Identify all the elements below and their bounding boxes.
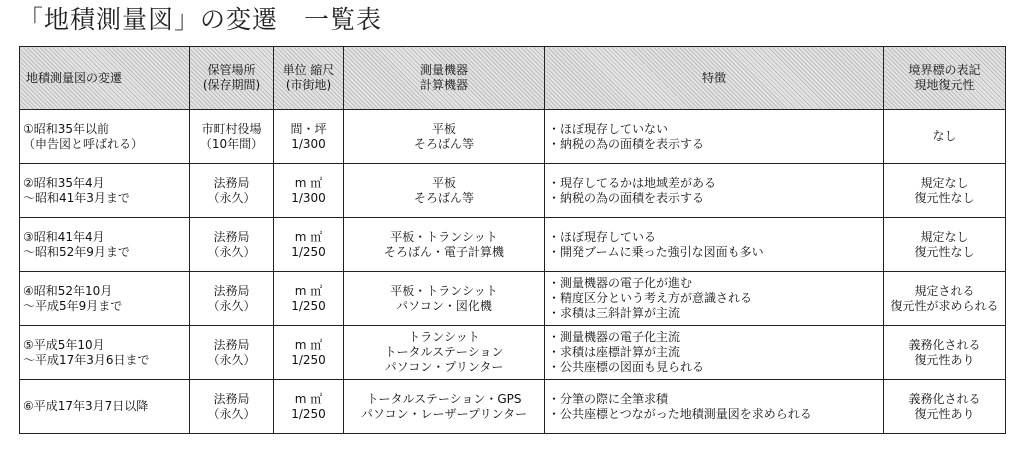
cell-unit-scale: m ㎡ 1/300 (274, 164, 344, 218)
cell-features: ・ほぼ現存していない ・納税の為の面積を表示する (545, 110, 884, 164)
survey-map-history-table (19, 46, 1006, 434)
table-header-row (20, 47, 1006, 110)
cell-boundary: 義務化される 復元性あり (884, 326, 1006, 380)
header-storage: 保管場所 (保存期間) (190, 47, 274, 110)
cell-period: ②昭和35年4月 ～昭和41年3月まで (20, 164, 190, 218)
cell-features: ・分筆の際に全筆求積 ・公共座標とつながった地積測量図を求められる (545, 380, 884, 434)
cell-storage: 法務局 （永久） (190, 164, 274, 218)
cell-equipment: 平板 そろばん等 (344, 164, 545, 218)
table-row (20, 326, 1006, 380)
header-unit-scale: 単位 縮尺 (市街地) (274, 47, 344, 110)
header-boundary: 境界標の表記 現地復元性 (884, 47, 1006, 110)
cell-unit-scale: 間・坪 1/300 (274, 110, 344, 164)
cell-unit-scale: m ㎡ 1/250 (274, 326, 344, 380)
cell-boundary: なし (884, 110, 1006, 164)
cell-period: ④昭和52年10月 ～平成5年9月まで (20, 272, 190, 326)
cell-period: ⑥平成17年3月7日以降 (20, 380, 190, 434)
page-title: 「地積測量図」の変遷 一覧表 (18, 5, 383, 34)
cell-period: ③昭和41年4月 ～昭和52年9月まで (20, 218, 190, 272)
cell-equipment: トランシット トータルステーション パソコン・プリンター (344, 326, 545, 380)
header-equipment: 測量機器 計算機器 (344, 47, 545, 110)
cell-features: ・測量機器の電子化主流 ・求積は座標計算が主流 ・公共座標の図面も見られる (545, 326, 884, 380)
table-row (20, 164, 1006, 218)
cell-boundary: 規定なし 復元性なし (884, 164, 1006, 218)
table-row (20, 272, 1006, 326)
cell-unit-scale: m ㎡ 1/250 (274, 218, 344, 272)
cell-boundary: 義務化される 復元性あり (884, 380, 1006, 434)
table-row (20, 218, 1006, 272)
cell-storage: 市町村役場 （10年間） (190, 110, 274, 164)
cell-features: ・測量機器の電子化が進む ・精度区分という考え方が意識される ・求積は三斜計算が主流 (545, 272, 884, 326)
table-row (20, 380, 1006, 434)
header-period: 地積測量図の変遷 (20, 47, 190, 110)
cell-equipment: 平板・トランシット そろばん・電子計算機 (344, 218, 545, 272)
cell-storage: 法務局 （永久） (190, 272, 274, 326)
cell-unit-scale: m ㎡ 1/250 (274, 272, 344, 326)
cell-period: ⑤平成5年10月 ～平成17年3月6日まで (20, 326, 190, 380)
cell-features: ・ほぼ現存している ・開発ブームに乗った強引な図面も多い (545, 218, 884, 272)
cell-boundary: 規定なし 復元性なし (884, 218, 1006, 272)
cell-unit-scale: m ㎡ 1/250 (274, 380, 344, 434)
cell-equipment: トータルステーション・GPS パソコン・レーザープリンター (344, 380, 545, 434)
cell-boundary: 規定される 復元性が求められる (884, 272, 1006, 326)
cell-storage: 法務局 （永久） (190, 326, 274, 380)
header-features: 特徴 (545, 47, 884, 110)
cell-equipment: 平板・トランシット パソコン・図化機 (344, 272, 545, 326)
cell-storage: 法務局 （永久） (190, 218, 274, 272)
table-row (20, 110, 1006, 164)
cell-storage: 法務局 （永久） (190, 380, 274, 434)
cell-equipment: 平板 そろばん等 (344, 110, 545, 164)
cell-period: ①昭和35年以前 （申告図と呼ばれる） (20, 110, 190, 164)
cell-features: ・現存してるかは地域差がある ・納税の為の面積を表示する (545, 164, 884, 218)
